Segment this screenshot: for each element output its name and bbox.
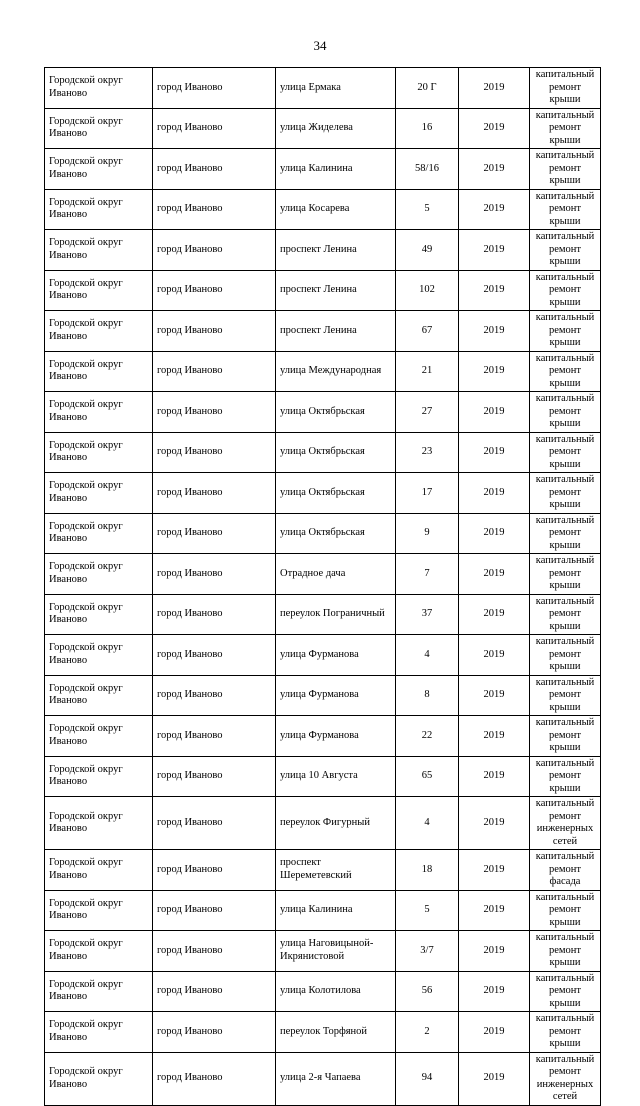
cell-work-type: капитальный ремонт крыши	[530, 890, 601, 931]
table-row	[45, 351, 601, 392]
cell-year: 2019	[459, 675, 530, 716]
cell-year: 2019	[459, 230, 530, 271]
cell-city: город Иваново	[153, 513, 276, 554]
cell-municipality: Городской округ Иваново	[45, 890, 153, 931]
cell-house-number: 5	[396, 189, 459, 230]
table-body	[45, 68, 601, 1106]
cell-municipality: Городской округ Иваново	[45, 392, 153, 433]
cell-street: улица Фурманова	[276, 716, 396, 757]
cell-city: город Иваново	[153, 756, 276, 797]
cell-house-number: 58/16	[396, 149, 459, 190]
cell-house-number: 27	[396, 392, 459, 433]
cell-house-number: 67	[396, 311, 459, 352]
cell-city: город Иваново	[153, 473, 276, 514]
cell-city: город Иваново	[153, 797, 276, 850]
cell-municipality: Городской округ Иваново	[45, 149, 153, 190]
table-row	[45, 1012, 601, 1053]
cell-work-type: капитальный ремонт крыши	[530, 149, 601, 190]
table-row	[45, 850, 601, 891]
cell-house-number: 102	[396, 270, 459, 311]
cell-street: улица Жиделева	[276, 108, 396, 149]
table-row	[45, 230, 601, 271]
cell-municipality: Городской округ Иваново	[45, 931, 153, 972]
cell-house-number: 23	[396, 432, 459, 473]
table-row	[45, 675, 601, 716]
cell-municipality: Городской округ Иваново	[45, 554, 153, 595]
cell-city: город Иваново	[153, 594, 276, 635]
cell-work-type: капитальный ремонт крыши	[530, 1012, 601, 1053]
cell-street: улица 10 Августа	[276, 756, 396, 797]
cell-work-type: капитальный ремонт инженерных сетей	[530, 1052, 601, 1105]
cell-house-number: 3/7	[396, 931, 459, 972]
table-row	[45, 270, 601, 311]
cell-city: город Иваново	[153, 675, 276, 716]
cell-year: 2019	[459, 432, 530, 473]
cell-year: 2019	[459, 311, 530, 352]
cell-house-number: 20 Г	[396, 68, 459, 109]
cell-street: улица 2-я Чапаева	[276, 1052, 396, 1105]
cell-street: проспект Шереметевский	[276, 850, 396, 891]
cell-municipality: Городской округ Иваново	[45, 1052, 153, 1105]
repair-schedule-table	[44, 67, 601, 1106]
table-row	[45, 473, 601, 514]
cell-house-number: 7	[396, 554, 459, 595]
cell-year: 2019	[459, 971, 530, 1012]
cell-year: 2019	[459, 108, 530, 149]
cell-street: переулок Торфяной	[276, 1012, 396, 1053]
cell-work-type: капитальный ремонт крыши	[530, 432, 601, 473]
cell-work-type: капитальный ремонт крыши	[530, 675, 601, 716]
cell-municipality: Городской округ Иваново	[45, 850, 153, 891]
cell-street: улица Косарева	[276, 189, 396, 230]
table-row	[45, 756, 601, 797]
cell-work-type: капитальный ремонт крыши	[530, 554, 601, 595]
cell-year: 2019	[459, 392, 530, 433]
cell-street: Отрадное дача	[276, 554, 396, 595]
cell-street: улица Октябрьская	[276, 513, 396, 554]
cell-work-type: капитальный ремонт крыши	[530, 230, 601, 271]
cell-municipality: Городской округ Иваново	[45, 716, 153, 757]
table-row	[45, 311, 601, 352]
cell-house-number: 9	[396, 513, 459, 554]
cell-year: 2019	[459, 1012, 530, 1053]
cell-street: улица Наговицыной-Икрянистовой	[276, 931, 396, 972]
cell-house-number: 2	[396, 1012, 459, 1053]
cell-year: 2019	[459, 594, 530, 635]
cell-work-type: капитальный ремонт крыши	[530, 971, 601, 1012]
cell-city: город Иваново	[153, 311, 276, 352]
cell-street: улица Международная	[276, 351, 396, 392]
cell-city: город Иваново	[153, 850, 276, 891]
cell-city: город Иваново	[153, 890, 276, 931]
cell-year: 2019	[459, 473, 530, 514]
cell-year: 2019	[459, 270, 530, 311]
cell-city: город Иваново	[153, 108, 276, 149]
cell-house-number: 56	[396, 971, 459, 1012]
cell-city: город Иваново	[153, 931, 276, 972]
cell-municipality: Городской округ Иваново	[45, 594, 153, 635]
cell-street: улица Ермака	[276, 68, 396, 109]
cell-year: 2019	[459, 931, 530, 972]
cell-street: переулок Пограничный	[276, 594, 396, 635]
table-row	[45, 554, 601, 595]
cell-street: улица Октябрьская	[276, 392, 396, 433]
cell-street: улица Фурманова	[276, 635, 396, 676]
cell-city: город Иваново	[153, 1052, 276, 1105]
cell-municipality: Городской округ Иваново	[45, 432, 153, 473]
cell-city: город Иваново	[153, 189, 276, 230]
cell-city: город Иваново	[153, 432, 276, 473]
table-row	[45, 513, 601, 554]
cell-municipality: Городской округ Иваново	[45, 971, 153, 1012]
cell-house-number: 18	[396, 850, 459, 891]
table-row	[45, 594, 601, 635]
cell-city: город Иваново	[153, 635, 276, 676]
cell-city: город Иваново	[153, 68, 276, 109]
cell-work-type: капитальный ремонт инженерных сетей	[530, 797, 601, 850]
cell-street: улица Октябрьская	[276, 473, 396, 514]
cell-municipality: Городской округ Иваново	[45, 756, 153, 797]
cell-municipality: Городской округ Иваново	[45, 311, 153, 352]
table-row	[45, 797, 601, 850]
cell-house-number: 65	[396, 756, 459, 797]
cell-work-type: капитальный ремонт крыши	[530, 716, 601, 757]
cell-house-number: 16	[396, 108, 459, 149]
cell-house-number: 22	[396, 716, 459, 757]
cell-municipality: Городской округ Иваново	[45, 230, 153, 271]
cell-work-type: капитальный ремонт крыши	[530, 635, 601, 676]
cell-work-type: капитальный ремонт крыши	[530, 311, 601, 352]
cell-street: проспект Ленина	[276, 311, 396, 352]
cell-municipality: Городской округ Иваново	[45, 675, 153, 716]
cell-house-number: 8	[396, 675, 459, 716]
cell-municipality: Городской округ Иваново	[45, 473, 153, 514]
table-row	[45, 68, 601, 109]
cell-house-number: 17	[396, 473, 459, 514]
cell-city: город Иваново	[153, 351, 276, 392]
cell-municipality: Городской округ Иваново	[45, 351, 153, 392]
cell-work-type: капитальный ремонт крыши	[530, 931, 601, 972]
cell-city: город Иваново	[153, 554, 276, 595]
cell-year: 2019	[459, 635, 530, 676]
cell-municipality: Городской округ Иваново	[45, 635, 153, 676]
cell-street: улица Колотилова	[276, 971, 396, 1012]
table-row	[45, 149, 601, 190]
cell-street: улица Фурманова	[276, 675, 396, 716]
cell-municipality: Городской округ Иваново	[45, 189, 153, 230]
table-row	[45, 108, 601, 149]
cell-year: 2019	[459, 513, 530, 554]
table-row	[45, 635, 601, 676]
cell-work-type: капитальный ремонт крыши	[530, 594, 601, 635]
cell-street: улица Калинина	[276, 149, 396, 190]
cell-city: город Иваново	[153, 716, 276, 757]
cell-street: проспект Ленина	[276, 270, 396, 311]
cell-work-type: капитальный ремонт крыши	[530, 392, 601, 433]
cell-street: проспект Ленина	[276, 230, 396, 271]
cell-year: 2019	[459, 716, 530, 757]
table-row	[45, 432, 601, 473]
cell-work-type: капитальный ремонт крыши	[530, 270, 601, 311]
cell-municipality: Городской округ Иваново	[45, 270, 153, 311]
cell-house-number: 4	[396, 635, 459, 676]
cell-municipality: Городской округ Иваново	[45, 1012, 153, 1053]
cell-year: 2019	[459, 189, 530, 230]
cell-year: 2019	[459, 554, 530, 595]
cell-municipality: Городской округ Иваново	[45, 108, 153, 149]
cell-year: 2019	[459, 149, 530, 190]
cell-street: переулок Фигурный	[276, 797, 396, 850]
cell-city: город Иваново	[153, 971, 276, 1012]
cell-work-type: капитальный ремонт фасада	[530, 850, 601, 891]
table-row	[45, 716, 601, 757]
cell-house-number: 94	[396, 1052, 459, 1105]
cell-work-type: капитальный ремонт крыши	[530, 351, 601, 392]
cell-work-type: капитальный ремонт крыши	[530, 108, 601, 149]
cell-work-type: капитальный ремонт крыши	[530, 513, 601, 554]
page-number: 34	[313, 38, 327, 53]
cell-year: 2019	[459, 68, 530, 109]
table-row	[45, 931, 601, 972]
table-row	[45, 1052, 601, 1105]
cell-city: город Иваново	[153, 149, 276, 190]
cell-municipality: Городской округ Иваново	[45, 513, 153, 554]
cell-house-number: 5	[396, 890, 459, 931]
cell-work-type: капитальный ремонт крыши	[530, 189, 601, 230]
cell-house-number: 49	[396, 230, 459, 271]
cell-year: 2019	[459, 890, 530, 931]
cell-year: 2019	[459, 850, 530, 891]
cell-year: 2019	[459, 1052, 530, 1105]
cell-year: 2019	[459, 351, 530, 392]
cell-work-type: капитальный ремонт крыши	[530, 473, 601, 514]
cell-street: улица Калинина	[276, 890, 396, 931]
cell-city: город Иваново	[153, 270, 276, 311]
cell-street: улица Октябрьская	[276, 432, 396, 473]
cell-house-number: 4	[396, 797, 459, 850]
table-row	[45, 971, 601, 1012]
cell-work-type: капитальный ремонт крыши	[530, 68, 601, 109]
cell-house-number: 21	[396, 351, 459, 392]
cell-municipality: Городской округ Иваново	[45, 797, 153, 850]
cell-year: 2019	[459, 756, 530, 797]
cell-city: город Иваново	[153, 392, 276, 433]
cell-work-type: капитальный ремонт крыши	[530, 756, 601, 797]
table-row	[45, 890, 601, 931]
cell-city: город Иваново	[153, 230, 276, 271]
cell-house-number: 37	[396, 594, 459, 635]
cell-year: 2019	[459, 797, 530, 850]
cell-municipality: Городской округ Иваново	[45, 68, 153, 109]
cell-city: город Иваново	[153, 1012, 276, 1053]
table-row	[45, 189, 601, 230]
table-row	[45, 392, 601, 433]
